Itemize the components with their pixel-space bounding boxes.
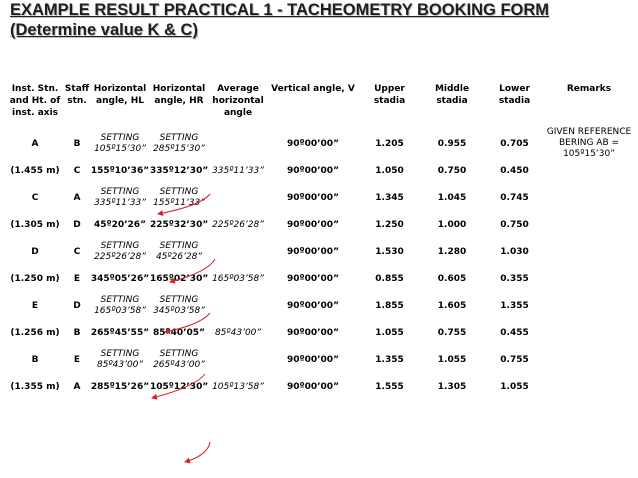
header-lower: Lower stadia bbox=[498, 84, 531, 106]
cell-upper: 1.555 bbox=[375, 381, 404, 392]
cell-remarks: GIVEN REFERENCE BERING AB = 105º15’30” bbox=[546, 127, 632, 159]
cell-remarks bbox=[546, 160, 632, 181]
cell-v: 90º00’00” bbox=[287, 192, 339, 203]
cell-staff: C bbox=[73, 246, 81, 257]
cell-lower: 0.455 bbox=[500, 327, 529, 338]
cell-upper: 1.355 bbox=[375, 354, 404, 365]
cell-v: 90º00’00” bbox=[287, 246, 339, 257]
cell-upper: 1.050 bbox=[375, 165, 404, 176]
setting-label: SETTING bbox=[159, 294, 199, 305]
booking-table bbox=[6, 83, 632, 397]
cell-hr bbox=[150, 235, 208, 268]
setting-value: 105º15’30” bbox=[94, 143, 146, 154]
setting-value: 85º43’00” bbox=[96, 359, 144, 370]
cell-inst: (1.250 m) bbox=[10, 273, 60, 284]
page-title: EXAMPLE RESULT PRACTICAL 1 - TACHEOMETRY BOOKING FORM bbox=[10, 1, 550, 19]
cell-hr: 225º32’30” bbox=[150, 219, 209, 230]
cell-middle: 1.605 bbox=[437, 300, 467, 311]
cell-staff: E bbox=[73, 354, 81, 365]
setting-value: 285º15’30” bbox=[153, 143, 205, 154]
cell-hl bbox=[90, 127, 150, 160]
cell-v: 90º00’00” bbox=[287, 219, 339, 230]
setting-label: SETTING bbox=[100, 294, 140, 305]
setting-value: 335º11’33” bbox=[94, 197, 146, 208]
cell-v: 90º00’00” bbox=[287, 327, 339, 338]
cell-avg bbox=[208, 127, 268, 160]
cell-lower: 0.355 bbox=[500, 273, 529, 284]
cell-middle: 0.755 bbox=[437, 327, 467, 338]
cell-lower: 1.355 bbox=[500, 300, 529, 311]
cell-inst: (1.455 m) bbox=[10, 165, 60, 176]
cell-upper: 1.055 bbox=[375, 327, 404, 338]
cell-middle: 1.055 bbox=[437, 354, 467, 365]
cell-v: 90º00’00” bbox=[287, 138, 339, 149]
cell-avg: 85º43’00” bbox=[214, 327, 262, 338]
cell-hl: 285º15’26” bbox=[90, 381, 150, 392]
arrow-annotation bbox=[185, 442, 210, 462]
cell-lower: 0.750 bbox=[500, 219, 529, 230]
cell-lower: 1.030 bbox=[500, 246, 529, 257]
header-horizontal-hr: Horizontal angle, HR bbox=[152, 84, 206, 106]
cell-upper: 1.345 bbox=[375, 192, 404, 203]
table-row bbox=[6, 235, 632, 268]
cell-middle: 0.955 bbox=[437, 138, 467, 149]
cell-middle: 1.280 bbox=[437, 246, 467, 257]
cell-lower: 0.705 bbox=[500, 138, 529, 149]
cell-middle: 0.750 bbox=[437, 165, 467, 176]
cell-lower: 1.055 bbox=[500, 381, 529, 392]
cell-upper: 1.205 bbox=[375, 138, 404, 149]
table-row bbox=[6, 160, 632, 181]
cell-middle: 1.305 bbox=[437, 381, 467, 392]
table-row bbox=[6, 289, 632, 322]
cell-upper: 1.250 bbox=[375, 219, 404, 230]
table-row bbox=[6, 214, 632, 235]
cell-v: 90º00’00” bbox=[287, 354, 339, 365]
cell-middle: 1.045 bbox=[437, 192, 467, 203]
cell-inst: E bbox=[31, 300, 39, 311]
cell-avg bbox=[208, 289, 268, 322]
cell-staff: E bbox=[73, 273, 81, 284]
setting-label: SETTING bbox=[100, 240, 140, 251]
setting-label: SETTING bbox=[159, 186, 199, 197]
cell-avg bbox=[208, 343, 268, 376]
header-middle: Middle stadia bbox=[434, 84, 470, 106]
cell-hr bbox=[150, 289, 208, 322]
setting-value: 155º11’33” bbox=[153, 197, 205, 208]
cell-remarks bbox=[546, 343, 632, 376]
cell-lower: 0.450 bbox=[500, 165, 529, 176]
setting-label: SETTING bbox=[100, 186, 140, 197]
cell-hl bbox=[90, 235, 150, 268]
cell-inst: B bbox=[31, 354, 39, 365]
cell-remarks bbox=[546, 268, 632, 289]
setting-label: SETTING bbox=[159, 132, 199, 143]
cell-hl: 265º45’55” bbox=[90, 327, 150, 338]
cell-remarks bbox=[546, 214, 632, 235]
cell-upper: 1.530 bbox=[375, 246, 404, 257]
cell-middle: 0.605 bbox=[437, 273, 467, 284]
header-remarks: Remarks bbox=[566, 84, 612, 94]
cell-staff: C bbox=[73, 165, 81, 176]
setting-value: 225º26’28” bbox=[94, 251, 146, 262]
page-subtitle: (Determine value K & C) bbox=[10, 21, 198, 39]
cell-hl bbox=[90, 289, 150, 322]
cell-hr: 165º02’30” bbox=[150, 273, 209, 284]
cell-staff: B bbox=[73, 138, 81, 149]
cell-avg: 105º13’58” bbox=[212, 381, 264, 392]
cell-hl bbox=[90, 343, 150, 376]
table-row bbox=[6, 181, 632, 214]
cell-remarks bbox=[546, 376, 632, 397]
header-staff-stn: Staff stn. bbox=[64, 84, 90, 106]
table-row bbox=[6, 343, 632, 376]
setting-value: 345º03’58” bbox=[153, 305, 205, 316]
cell-inst: (1.256 m) bbox=[10, 327, 60, 338]
cell-inst: D bbox=[31, 246, 39, 257]
cell-staff: B bbox=[73, 327, 81, 338]
cell-remarks bbox=[546, 181, 632, 214]
header-vertical: Vertical angle, V bbox=[271, 84, 355, 94]
header-inst-stn: Inst. Stn. and Ht. of inst. axis bbox=[9, 84, 61, 118]
cell-hr bbox=[150, 343, 208, 376]
cell-lower: 0.745 bbox=[500, 192, 529, 203]
setting-label: SETTING bbox=[100, 348, 140, 359]
setting-value: 165º03’58” bbox=[94, 305, 146, 316]
cell-staff: A bbox=[73, 192, 81, 203]
table-row bbox=[6, 376, 632, 397]
table-row bbox=[6, 268, 632, 289]
cell-staff: A bbox=[73, 381, 81, 392]
header-row bbox=[6, 83, 632, 127]
cell-avg: 225º26’28” bbox=[212, 219, 264, 230]
cell-hl: 45º20’26” bbox=[94, 219, 146, 230]
cell-v: 90º00’00” bbox=[287, 300, 339, 311]
setting-value: 45º26’28” bbox=[155, 251, 203, 262]
cell-lower: 0.755 bbox=[500, 354, 529, 365]
cell-inst: (1.355 m) bbox=[10, 381, 60, 392]
cell-hr bbox=[150, 127, 208, 160]
cell-avg bbox=[208, 181, 268, 214]
cell-avg: 335º11’33” bbox=[212, 165, 264, 176]
cell-remarks bbox=[546, 289, 632, 322]
setting-value: 265º43’00” bbox=[153, 359, 205, 370]
cell-hl bbox=[90, 181, 150, 214]
header-horizontal-hl: Horizontal angle, HL bbox=[93, 84, 147, 106]
header-average: Average horizontal angle bbox=[212, 84, 264, 118]
cell-v: 90º00’00” bbox=[287, 381, 339, 392]
cell-upper: 1.855 bbox=[375, 300, 404, 311]
cell-staff: D bbox=[73, 219, 81, 230]
setting-label: SETTING bbox=[159, 348, 199, 359]
cell-remarks bbox=[546, 235, 632, 268]
cell-inst: (1.305 m) bbox=[10, 219, 60, 230]
cell-hr bbox=[150, 181, 208, 214]
header-upper: Upper stadia bbox=[373, 84, 406, 106]
cell-inst: A bbox=[31, 138, 39, 149]
setting-label: SETTING bbox=[159, 240, 199, 251]
cell-middle: 1.000 bbox=[437, 219, 467, 230]
table-row bbox=[6, 127, 632, 160]
cell-inst: C bbox=[31, 192, 39, 203]
cell-v: 90º00’00” bbox=[287, 165, 339, 176]
cell-upper: 0.855 bbox=[375, 273, 404, 284]
cell-v: 90º00’00” bbox=[287, 273, 339, 284]
cell-hr: 335º12’30” bbox=[150, 165, 209, 176]
table-row bbox=[6, 322, 632, 343]
setting-label: SETTING bbox=[100, 132, 140, 143]
cell-hl: 345º05’26” bbox=[90, 273, 150, 284]
cell-staff: D bbox=[73, 300, 81, 311]
cell-hr: 85º40’05” bbox=[153, 327, 205, 338]
cell-remarks bbox=[546, 322, 632, 343]
cell-hr: 105º12’30” bbox=[150, 381, 209, 392]
cell-hl: 155º10’36” bbox=[90, 165, 150, 176]
cell-avg: 165º03’58” bbox=[212, 273, 264, 284]
cell-avg bbox=[208, 235, 268, 268]
